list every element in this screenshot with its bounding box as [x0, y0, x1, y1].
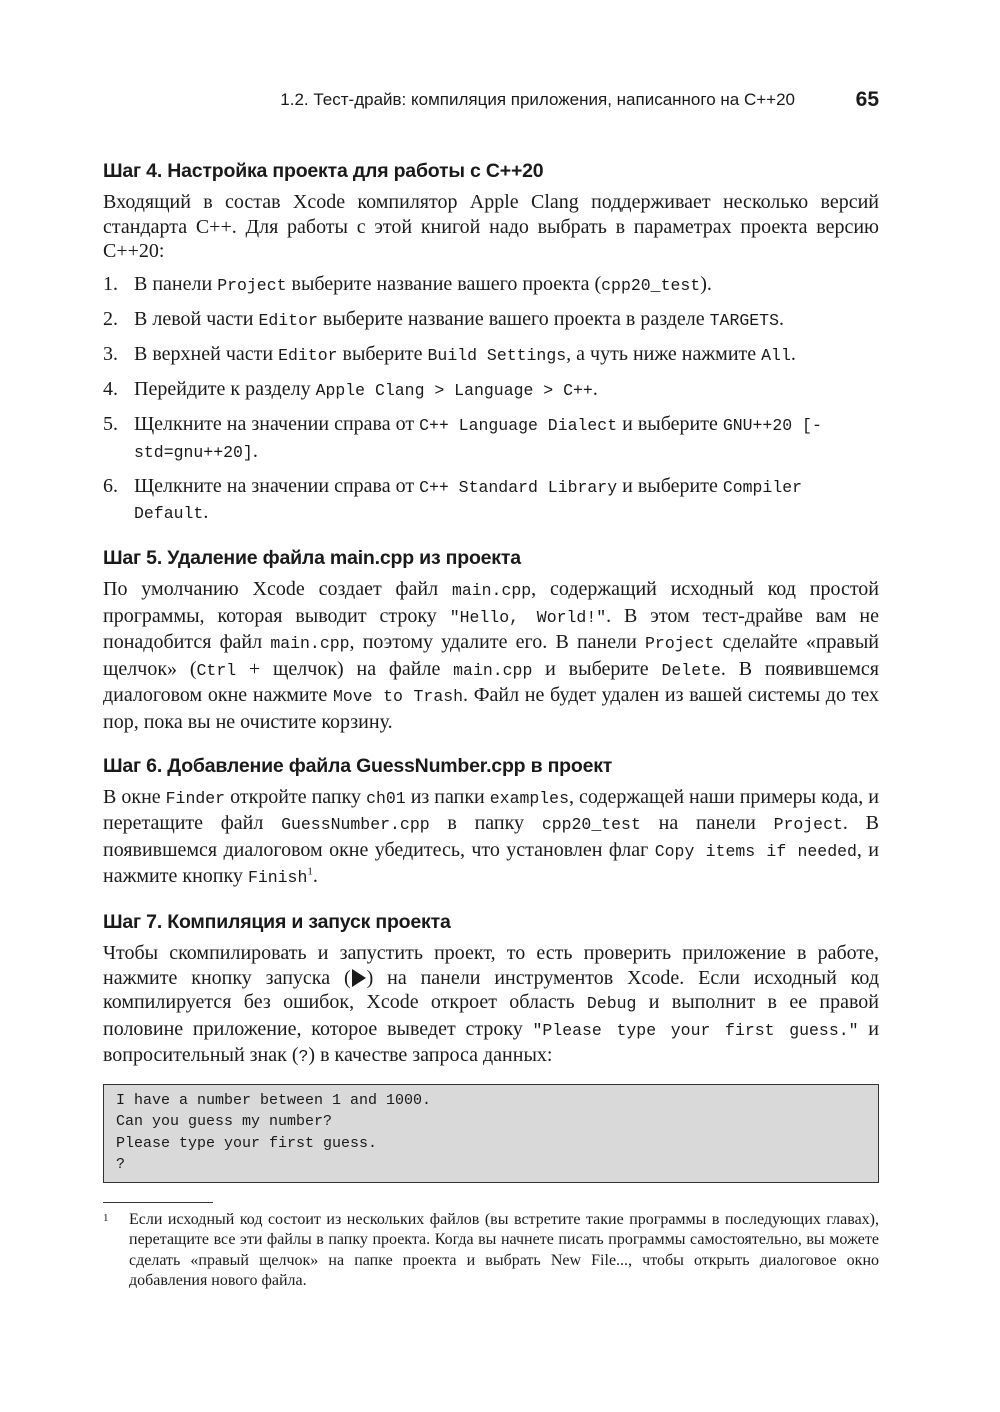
step7-paragraph: Чтобы скомпилировать и запустить проект, то есть проверить приложение в работе, нажмите кнопку запуска ( ) на панели инструментов Xcode. Если исходный код компилируется без ошибок, Xcode откроет область Debug и выполнит в ее правой половине приложение, которое выведет строку "Please type your first guess." и вопросительный знак (?) в качестве запроса данных: [103, 941, 879, 1067]
page-content [103, 158, 879, 1292]
step4-section [103, 158, 879, 527]
list-item: 4. Перейдите к разделу Apple Clang > Language > C++. [103, 378, 598, 401]
step5-section [103, 545, 879, 735]
step4-list [103, 272, 879, 527]
step5-paragraph: По умолчанию Xcode создает файл main.cpp, содержащий исходный код простой программы, которая выводит строку "Hello, World!". В этом тест-драйве вам не понадобится файл main.cpp, поэтому удалите его. В панели Project сделайте «правый щелчок» (Ctrl + щелчок) на файле main.cpp и выберите Delete. В появившемся диалоговом окне нажмите Move to Trash. Файл не будет удален из вашей системы до тех пор, пока вы не очистите корзину. [103, 578, 880, 733]
footnote-mark: 1 [103, 1211, 109, 1224]
code-line: Please type your first guess. [116, 1134, 378, 1152]
footnote-rule [103, 1202, 213, 1203]
step7-heading: Шаг 7. Компиляция и запуск проекта [103, 910, 451, 933]
step4-heading: Шаг 4. Настройка проекта для работы с C++20 [103, 160, 544, 182]
running-title: 1.2. Тест-драйв: компиляция приложения, написанного на C++20 [280, 90, 795, 109]
step6-paragraph: В окне Finder откройте папку ch01 из папки examples, содержащей наши примеры кода, и перетащите файл GuessNumber.cpp в папку cpp20_test на панели Project. В появившемся диалоговом окне убедитесь, что установлен флаг Copy items if needed, и нажмите кнопку Finish$^1$. [103, 785, 880, 888]
console-output [103, 1084, 879, 1183]
step7-section [103, 909, 879, 1183]
footnote [103, 1210, 879, 1292]
list-item: 6. Щелкните на значении справа от C++ Standard Library и выберите Compiler Default. [103, 474, 803, 524]
footnote-text: Если исходный код состоит из нескольких файлов (вы встретите такие программы в последующих главах), перетащите все эти файлы в папку проекта. Когда вы начнете писать программы самостоятельно, вы можете сделать «правый щелчок» на папке проекта и выбрать New File..., чтобы открыть диалоговое окно добавления нового файла. [129, 1210, 879, 1290]
footnote-ref: 1 [307, 865, 313, 878]
running-head [103, 88, 879, 114]
page-number: 65 [855, 88, 879, 111]
list-item: 2. В левой части Editor выберите название вашего проекта в разделе TARGETS. [103, 307, 784, 330]
step6-heading: Шаг 6. Добавление файла GuessNumber.cpp в проект [103, 754, 613, 777]
step5-heading: Шаг 5. Удаление файла main.cpp из проекта [103, 547, 521, 570]
step4-intro: Входящий в состав Xcode компилятор Apple Clang поддерживает несколько версий стандарта C++. Для работы с этой книгой надо выбрать в параметрах проекта версию C++20: [103, 191, 879, 263]
list-item: 1. В панели Project выберите название вашего проекта (cpp20_test). [103, 272, 712, 295]
code-line: ? [116, 1156, 126, 1174]
code-line: I have a number between 1 and 1000. [116, 1091, 432, 1109]
step6-section [103, 753, 879, 891]
list-item: 3. В верхней части Editor выберите Build Settings, а чуть ниже нажмите All. [103, 342, 796, 365]
play-icon [352, 969, 366, 987]
code-line: Can you guess my number? [116, 1113, 333, 1131]
list-item: 5. Щелкните на значении справа от C++ Language Dialect и выберите GNU++20 [-std=gnu++20]. [103, 413, 822, 462]
